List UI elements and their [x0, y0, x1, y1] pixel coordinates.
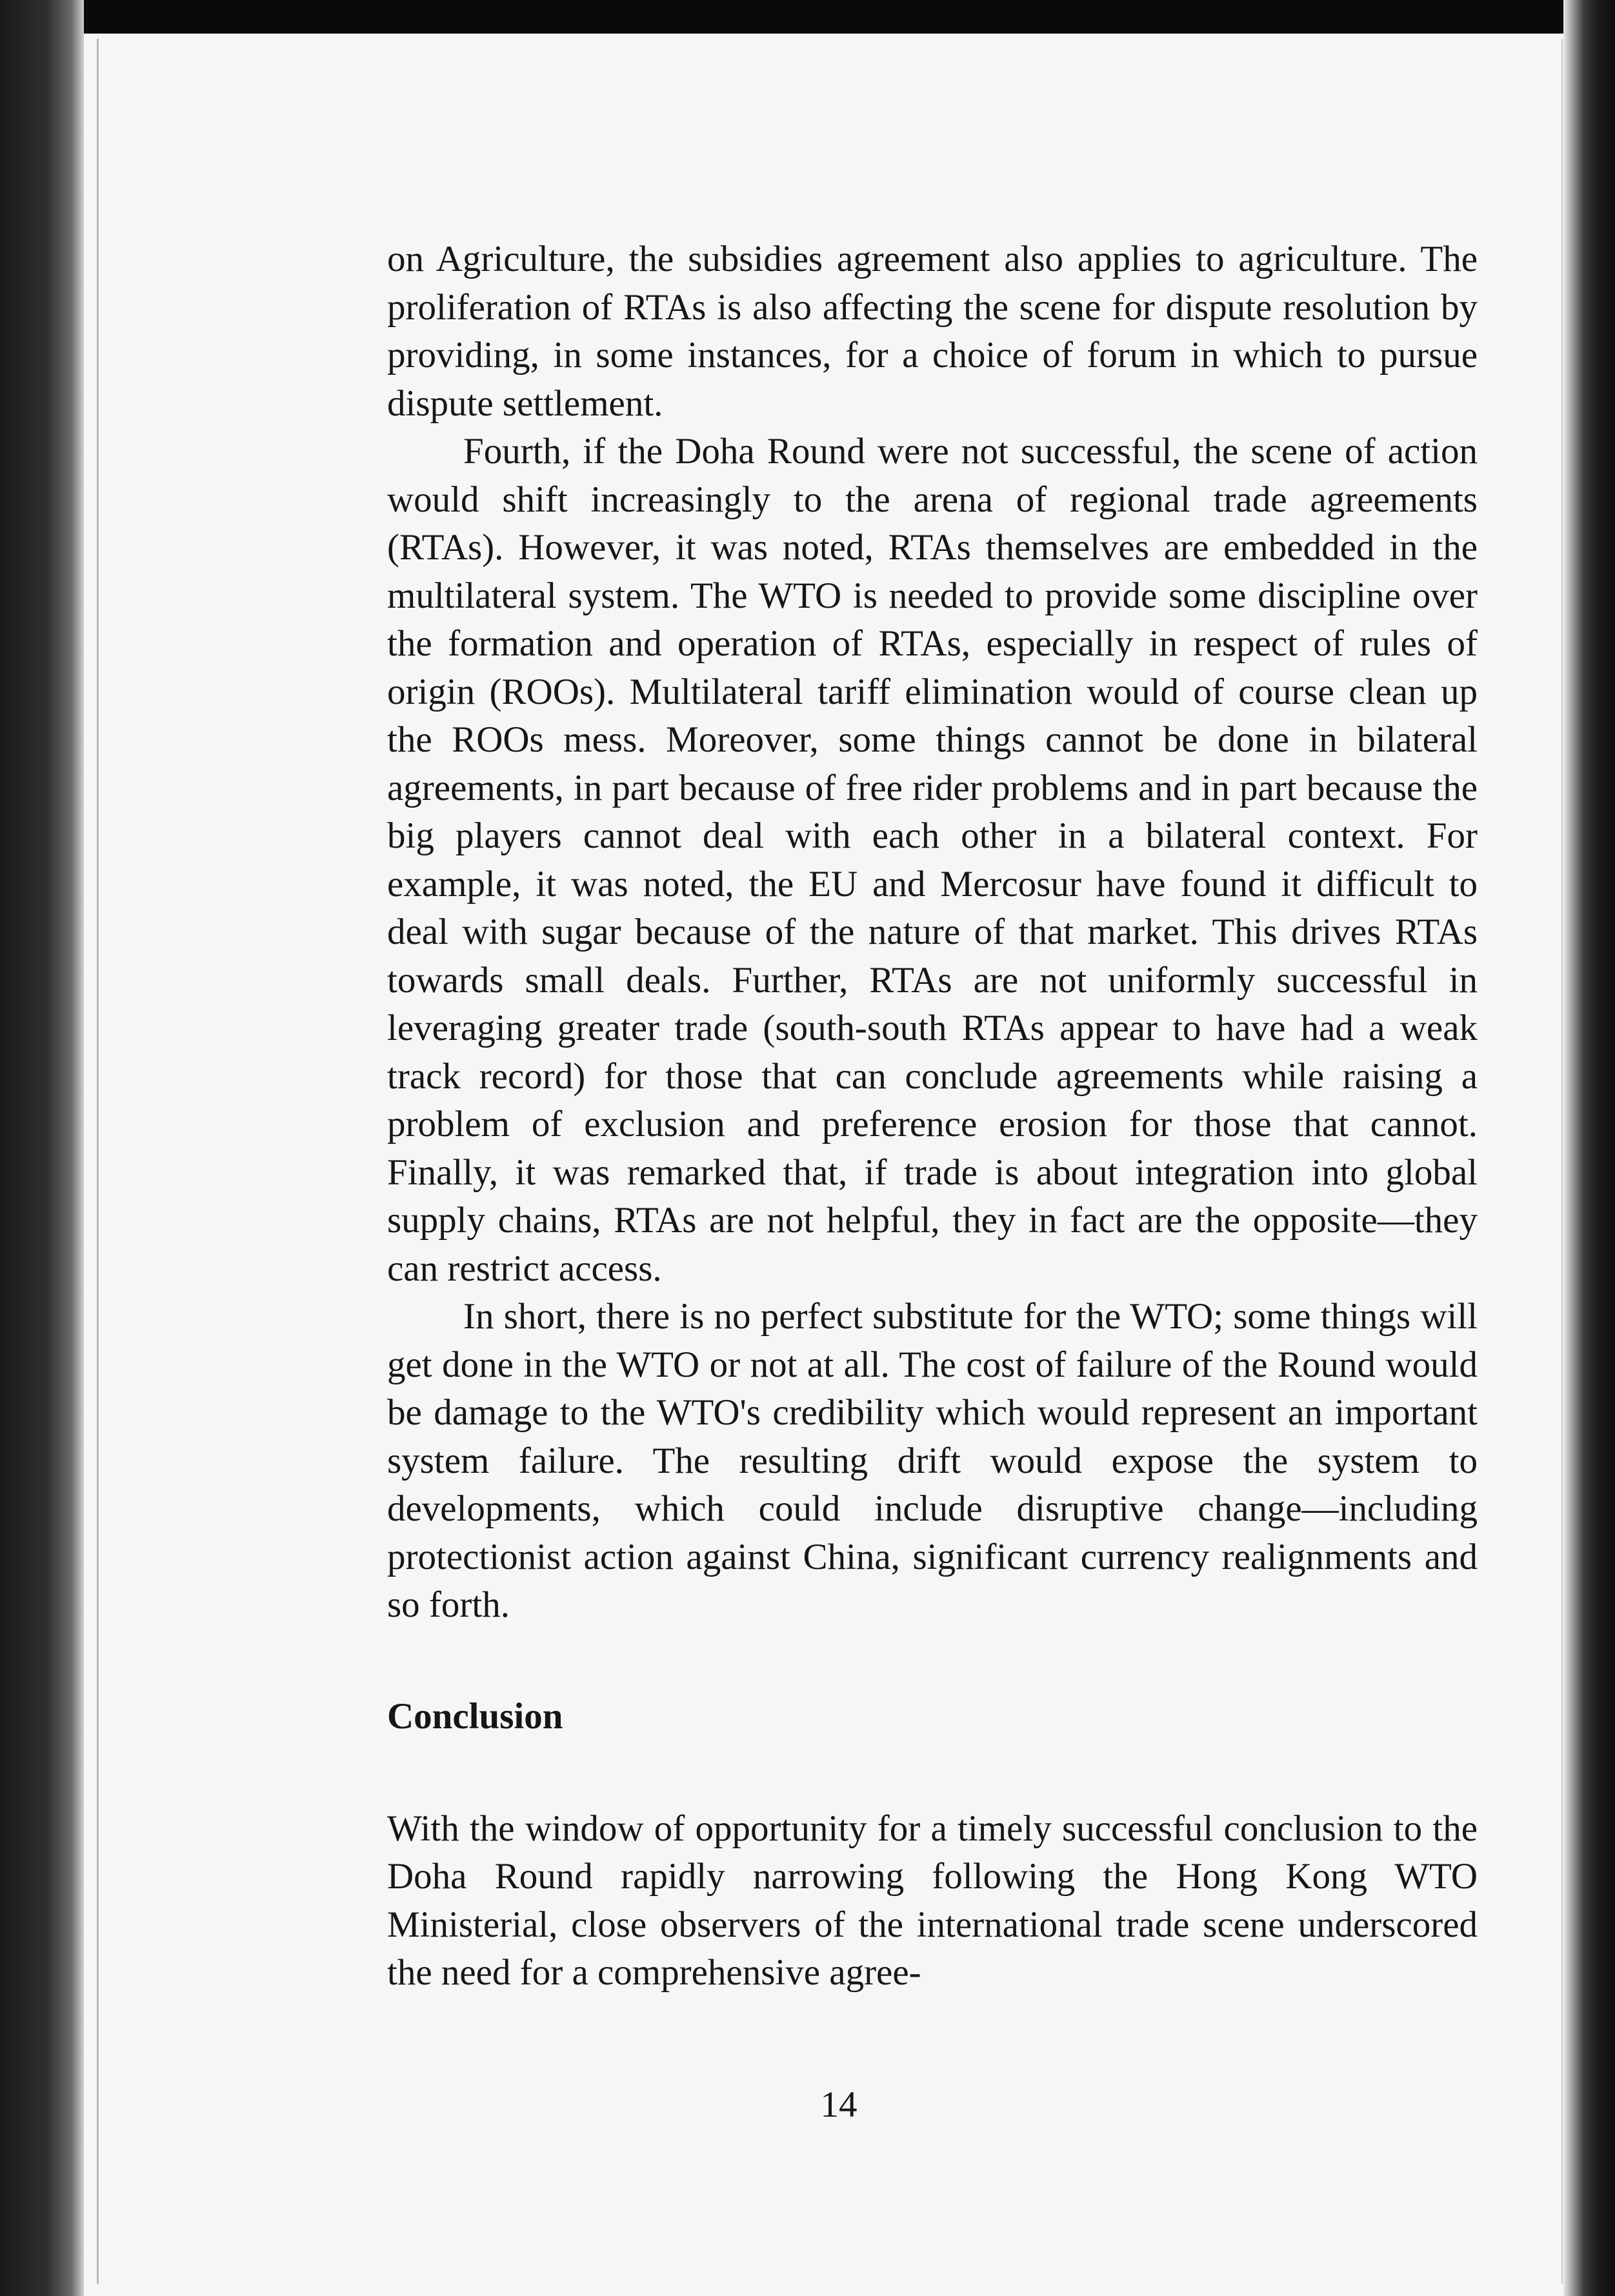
- scan-border-top: [0, 0, 1615, 34]
- scan-border-right: [1563, 0, 1615, 2296]
- paragraph-continued: on Agriculture, the subsidies agreement also applies to agriculture. The proliferation of RTAs is also affecting the scene for dispute resolution by providing, in some instances, for a choice of forum in which to pursue dispute settlement.: [387, 239, 1478, 424]
- section-heading-conclusion: Conclusion: [387, 1695, 563, 1737]
- scan-border-left: [0, 0, 84, 2296]
- page-number: 14: [820, 2084, 858, 2125]
- page-edge-line-left: [97, 39, 99, 2284]
- paragraph-fourth: Fourth, if the Doha Round were not successful, the scene of action would shift increasingly to the arena of regional trade agreements (RTAs). However, it was noted, RTAs themselves are embedded in the multilateral system. The WTO is needed to provide some discipline over the formation and operation of RTAs, especially in respect of rules of origin (ROOs). Multilateral tariff elimination would of course clean up the ROOs mess. Moreover, some things cannot be done in bilateral agreements, in part because of free rider problems and in part because the big players cannot deal with each other in a bilateral context. For example, it was noted, the EU and Mercosur have found it difficult to deal with sugar because of the nature of that market. This drives RTAs towards small deals. Further, RTAs are not uniformly successful in leveraging greater trade (south-south RTAs appear to have had a weak track record) for those that can conclude agreements while raising a problem of exclusion and preference erosion for those that cannot. Finally, it was remarked that, if trade is about integration into global supply chains, RTAs are not helpful, they in fact are the opposite—they can restrict access.: [387, 431, 1478, 1289]
- paragraph-in-short: In short, there is no perfect substitute for the WTO; some things will get done in the WTO or not at all. The cost of failure of the Round would be damage to the WTO's credibility which would represent an important system failure. The resulting drift would expose the system to developments, which could include disruptive change—including protectionist action against China, significant currency realignments and so forth.: [387, 1296, 1478, 1625]
- page-edge-line-right: [1561, 39, 1563, 2284]
- document-page: [387, 235, 1478, 1997]
- paragraph-conclusion: With the window of opportunity for a timely successful conclusion to the Doha Round rapidly narrowing following the Hong Kong WTO Ministerial, close observers of the international trade scene underscored the need for a comprehensive agree-: [387, 1808, 1478, 1993]
